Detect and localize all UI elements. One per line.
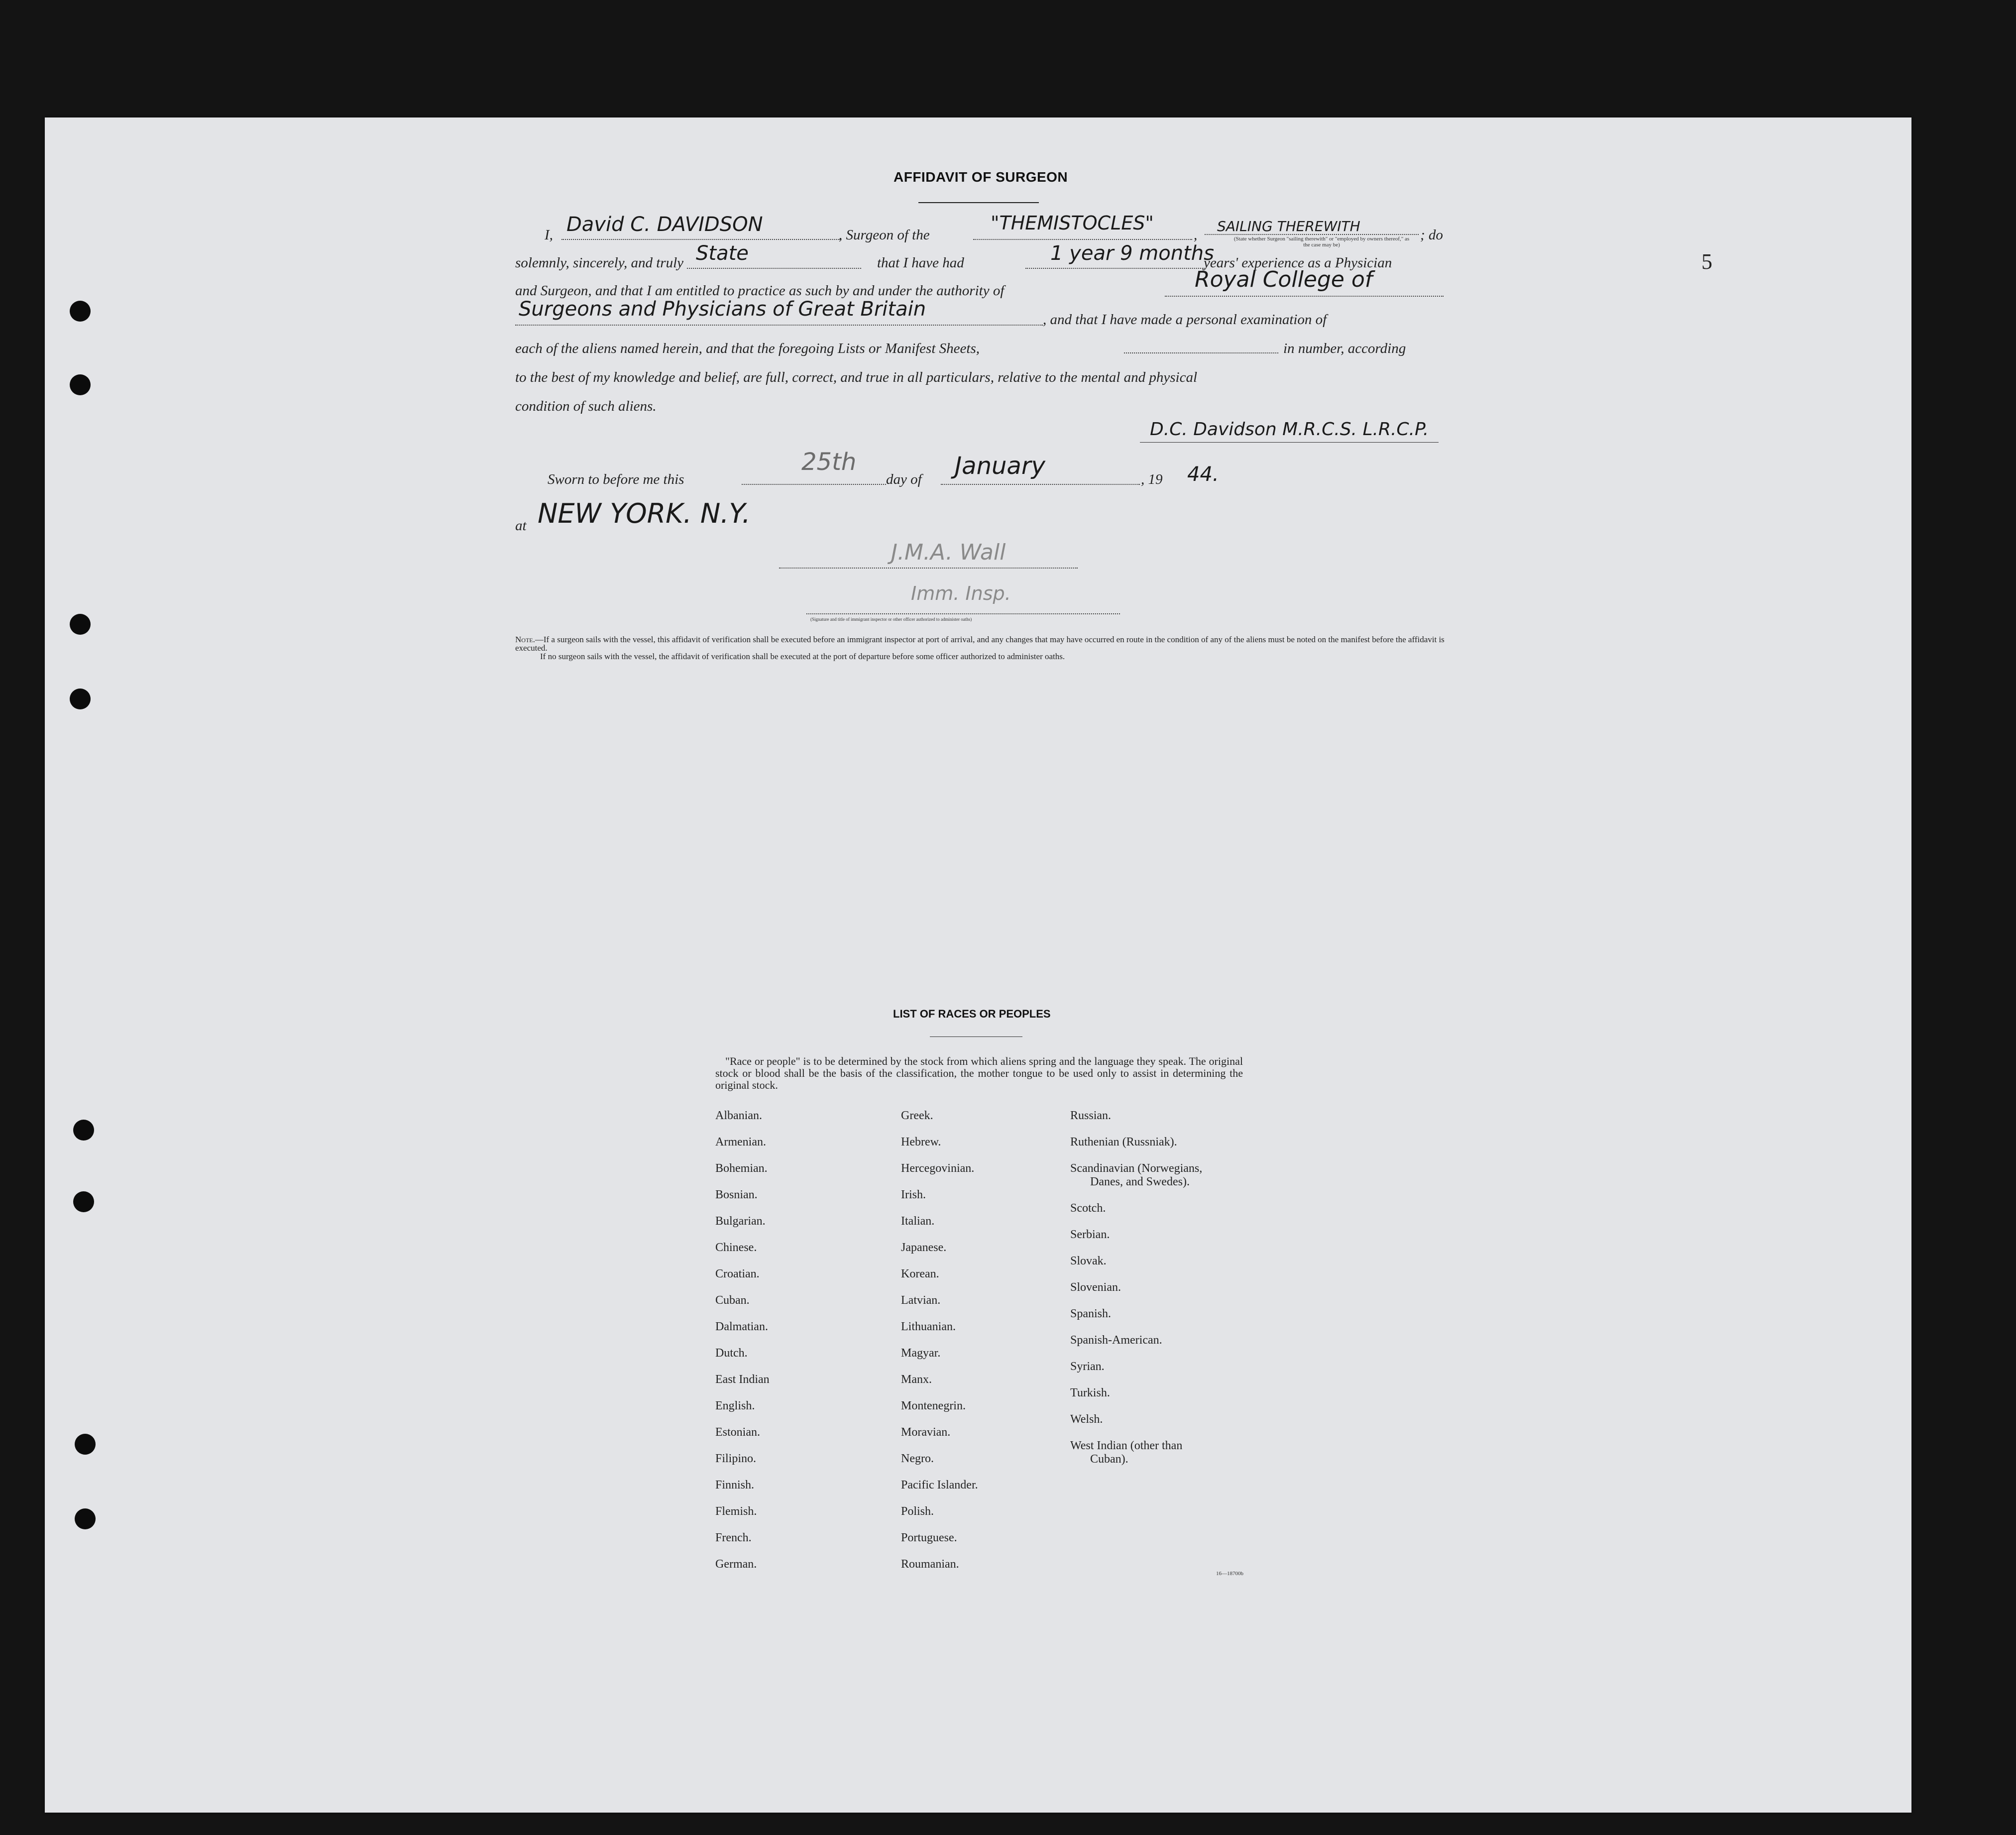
- race-item: Greek.: [901, 1109, 933, 1122]
- race-item: Scotch.: [1070, 1202, 1106, 1215]
- note-2: If no surgeon sails with the vessel, the affidavit of verification shall be executed at the port of departure before some officer authorized to administer oaths.: [540, 652, 1065, 661]
- authority-a-line: [1165, 296, 1444, 297]
- verb-line: [687, 268, 861, 269]
- races-intro: "Race or people" is to be determined by the stock from which aliens spring and the language they speak. The original stock or blood shall be the basis of the classification, the mother tongue to be used only to assist in determining the original stock.: [715, 1055, 1243, 1091]
- race-item: Magyar.: [901, 1347, 941, 1360]
- race-item: Bohemian.: [715, 1162, 768, 1175]
- race-item: Italian.: [901, 1215, 935, 1228]
- authority-a: Royal College of: [1195, 267, 1373, 292]
- race-item: Filipino.: [715, 1452, 757, 1465]
- binder-hole: [73, 1120, 94, 1141]
- race-item: Portuguese.: [901, 1531, 957, 1544]
- sworn-day: 25th: [801, 448, 857, 476]
- race-item: Negro.: [901, 1452, 934, 1465]
- sworn-day-line: [742, 484, 886, 485]
- officer-title-line: [806, 613, 1120, 614]
- race-item: Cuban).: [1090, 1453, 1128, 1466]
- sworn-place: NEW YORK. N.Y.: [538, 498, 751, 529]
- races-title-underline: [930, 1036, 1022, 1037]
- title-underline: [918, 202, 1039, 203]
- binder-hole: [73, 1191, 94, 1212]
- binder-hole: [70, 301, 91, 322]
- race-item: Polish.: [901, 1505, 934, 1518]
- sailing-line: [1205, 234, 1419, 235]
- races-column-1: [715, 1109, 770, 1584]
- race-item: Chinese.: [715, 1241, 757, 1254]
- line6-text: to the best of my knowledge and belief, are full, correct, and true in all particulars, relative to the mental and physical: [515, 369, 1198, 385]
- sailing-hint: (State whether Surgeon "sailing therewith" or "employed by owners thereof," as the case may be): [1233, 236, 1410, 248]
- race-item: Latvian.: [901, 1294, 941, 1307]
- experience-line: [1025, 268, 1205, 269]
- binder-hole: [70, 374, 91, 395]
- officer-title: Imm. Insp.: [911, 582, 1011, 604]
- race-item: German.: [715, 1558, 757, 1571]
- day-of: day of: [886, 471, 922, 487]
- race-item: Hebrew.: [901, 1136, 941, 1148]
- surgeon-name-line: [561, 239, 840, 240]
- race-item: Danes, and Swedes).: [1090, 1175, 1190, 1188]
- race-item: Moravian.: [901, 1426, 951, 1439]
- sworn-year: 44.: [1187, 463, 1219, 486]
- race-item: Cuban.: [715, 1294, 750, 1307]
- race-item: Russian.: [1070, 1109, 1112, 1122]
- race-item: West Indian (other than: [1070, 1439, 1183, 1452]
- line1-mid: , Surgeon of the: [839, 227, 930, 243]
- at-label: at: [515, 518, 527, 534]
- race-item: English.: [715, 1399, 755, 1412]
- line1-suffix: ; do: [1420, 227, 1443, 243]
- officer-caption: (Signature and title of immigrant inspector or other officer authorized to administer oaths): [810, 617, 972, 622]
- races-column-3: [1070, 1109, 1202, 1479]
- race-item: Pacific Islander.: [901, 1479, 978, 1491]
- race-item: Turkish.: [1070, 1386, 1110, 1399]
- race-item: Hercegovinian.: [901, 1162, 975, 1175]
- authority-b-line: [515, 325, 1043, 326]
- verb: State: [696, 242, 749, 265]
- affidavit-note: [515, 635, 1446, 661]
- race-item: Welsh.: [1070, 1413, 1103, 1426]
- race-item: Ruthenian (Russniak).: [1070, 1136, 1177, 1148]
- race-item: Slovak.: [1070, 1255, 1107, 1267]
- race-item: Roumanian.: [901, 1558, 959, 1571]
- race-item: Serbian.: [1070, 1228, 1110, 1241]
- line2-suffix: years' experience as a Physician: [1204, 255, 1392, 271]
- line4-suffix: , and that I have made a personal examination of: [1043, 312, 1327, 328]
- comma: ,: [1194, 227, 1198, 243]
- race-item: Dutch.: [715, 1347, 748, 1360]
- line7-text: condition of such aliens.: [515, 398, 657, 414]
- races-title: LIST OF RACES OR PEOPLES: [893, 1008, 1051, 1020]
- race-item: Bulgarian.: [715, 1215, 766, 1228]
- page-number: 5: [1701, 249, 1712, 274]
- race-item: Albanian.: [715, 1109, 762, 1122]
- race-item: Manx.: [901, 1373, 932, 1386]
- form-code: 16—18700b: [1216, 1571, 1243, 1577]
- sworn-month: January: [955, 452, 1045, 480]
- sailing-status: SAILING THEREWITH: [1217, 218, 1360, 234]
- race-item: Syrian.: [1070, 1360, 1105, 1373]
- race-item: Finnish.: [715, 1479, 755, 1491]
- sworn-prefix: Sworn to before me this: [548, 471, 684, 487]
- race-item: Montenegrin.: [901, 1399, 966, 1412]
- line5-suffix: in number, according: [1283, 341, 1406, 356]
- race-item: Japanese.: [901, 1241, 947, 1254]
- officer-signature-line: [779, 568, 1078, 569]
- surgeon-signature: D.C. Davidson M.R.C.S. L.R.C.P.: [1150, 419, 1429, 440]
- race-item: Slovenian.: [1070, 1281, 1121, 1294]
- note-label: Note.: [515, 635, 535, 644]
- race-item: Spanish.: [1070, 1307, 1112, 1320]
- race-item: Armenian.: [715, 1136, 766, 1148]
- binder-hole: [75, 1434, 96, 1455]
- vessel-name: "THEMISTOCLES": [991, 212, 1154, 234]
- race-item: Irish.: [901, 1188, 926, 1201]
- race-item: Estonian.: [715, 1426, 760, 1439]
- race-item: Dalmatian.: [715, 1320, 768, 1333]
- affidavit-title: AFFIDAVIT OF SURGEON: [894, 169, 1068, 185]
- surgeon-name: David C. DAVIDSON: [566, 213, 763, 236]
- race-item: Lithuanian.: [901, 1320, 956, 1333]
- vessel-line: [973, 239, 1192, 240]
- race-item: Bosnian.: [715, 1188, 758, 1201]
- race-item: Scandinavian (Norwegians,: [1070, 1162, 1203, 1175]
- authority-b: Surgeons and Physicians of Great Britain: [519, 298, 926, 321]
- surgeon-signature-line: [1140, 442, 1439, 443]
- sworn-month-line: [941, 484, 1140, 485]
- line1-prefix: I,: [545, 227, 553, 243]
- race-item: French.: [715, 1531, 752, 1544]
- sheets-count-line: [1124, 352, 1278, 353]
- binder-hole: [75, 1508, 96, 1529]
- line2-mid: that I have had: [877, 255, 964, 271]
- line2-prefix: solemnly, sincerely, and truly: [515, 255, 684, 271]
- line3-text: and Surgeon, and that I am entitled to practice as such by and under the authority of: [515, 283, 1005, 299]
- race-item: Korean.: [901, 1267, 939, 1280]
- binder-hole: [70, 614, 91, 635]
- binder-hole: [70, 688, 91, 709]
- note-1: —If a surgeon sails with the vessel, this affidavit of verification shall be executed before an immigrant inspector at port of arrival, and any changes that may have occurred en route in the condition of any of the aliens must be noted on the manifest before the affidavit is executed.: [515, 635, 1445, 653]
- race-item: Flemish.: [715, 1505, 757, 1518]
- race-item: East Indian: [715, 1373, 770, 1386]
- race-item: Croatian.: [715, 1267, 760, 1280]
- year-prefix: , 19: [1141, 471, 1163, 487]
- line5-prefix: each of the aliens named herein, and that the foregoing Lists or Manifest Sheets,: [515, 341, 980, 356]
- experience: 1 year 9 months: [1050, 242, 1214, 265]
- officer-signature: J.M.A. Wall: [891, 540, 1006, 565]
- races-column-2: [901, 1109, 978, 1584]
- race-item: Spanish-American.: [1070, 1334, 1162, 1347]
